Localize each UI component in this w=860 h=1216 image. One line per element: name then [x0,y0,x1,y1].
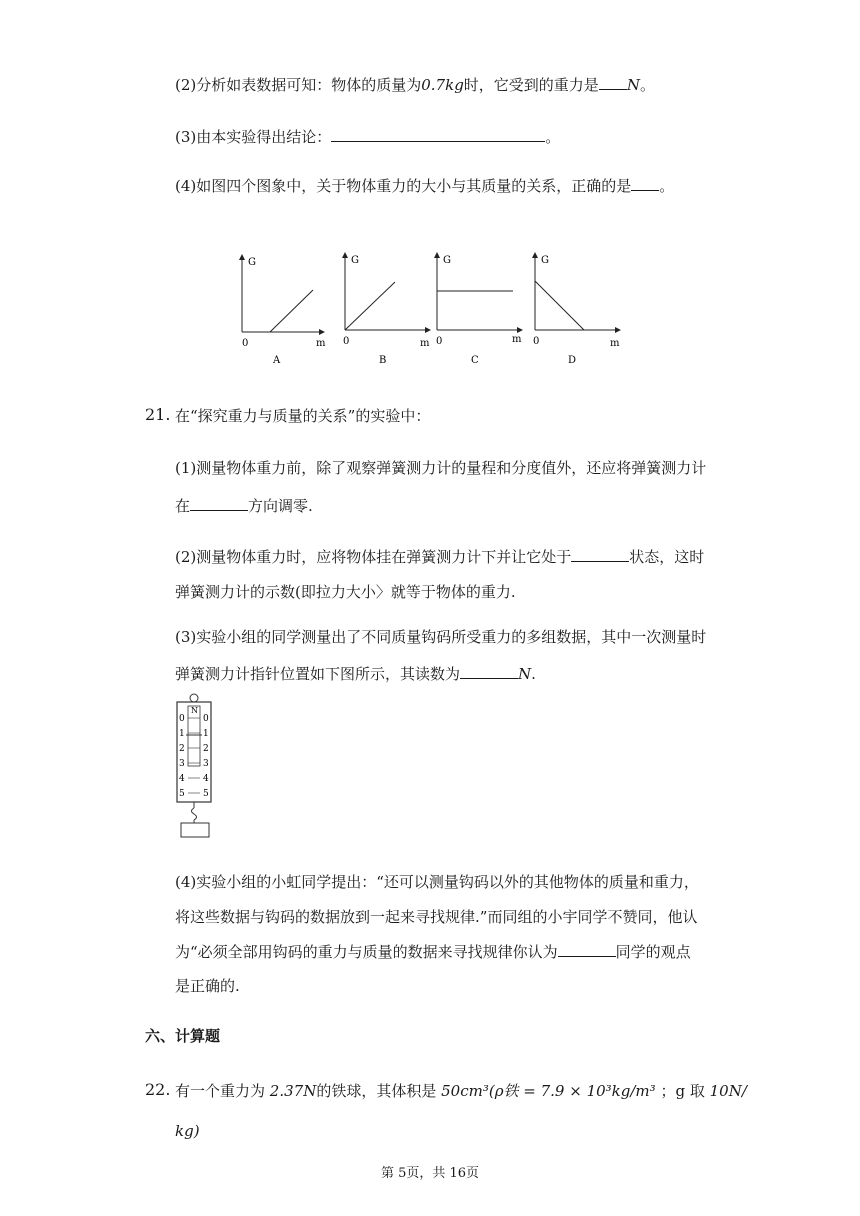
q20-part4-text: (4)如图四个图象中，关于物体重力的大小与其质量的关系，正确的是 [175,177,632,195]
section-heading: 六、计算题 [145,1027,221,1045]
answer-blank[interactable] [571,545,629,562]
q21-part3-line1: (3)实验小组的同学测量出了不同质量钩码所受重力的多组数据，其中一次测量时 [175,628,707,646]
q21-part4-line1: (4)实验小组的小虹同学提出：“还可以测量钩码以外的其他物体的质量和重力， [175,873,699,891]
graph-c-origin: 0 [436,336,443,347]
graph-d-origin: 0 [533,336,540,347]
graph-c [436,255,522,366]
graph-a-caption: A [273,355,281,366]
graph-d-caption: D [568,355,577,366]
answer-blank[interactable] [331,125,545,142]
scale-tick-right: 4 [203,774,209,784]
q20-part3 [175,125,560,148]
scale-tick-right: 0 [203,714,209,724]
answer-blank[interactable] [558,940,616,957]
q21-part1-line1: (1)测量物体重力前，除了观察弹簧测力计的量程和分度值外，还应将弹簧测力计 [175,459,707,477]
punct: 。 [639,76,655,94]
unit-label: N [518,665,532,683]
q21-part1-line2 [175,494,313,517]
q21-intro: 在“探究重力与质量的关系”的实验中： [175,407,431,425]
q20-part2-mid: 时，它受到的重力是 [463,76,599,94]
q21-part2-prefix: (2)测量物体重力时，应将物体挂在弹簧测力计下并让它处于 [175,548,572,566]
answer-blank[interactable] [460,662,518,679]
q21-part1-suffix: 方向调零. [248,497,313,515]
scale-tick-right: 3 [203,759,209,769]
graph-c-caption: C [471,355,479,366]
graph-a [242,257,326,366]
scale-tick-right: 2 [203,744,209,754]
q22-text-2: 的铁球，其体积是 [316,1082,437,1100]
q21-part3-prefix: 弹簧测力计指针位置如下图所示，其读数为 [175,665,461,683]
graph-a-x-label: m [316,338,326,349]
q21-part4-prefix: 为“必须全部用钩码的重力与质量的数据来寻找规律你认为 [175,943,558,961]
graph-d-line [535,281,584,330]
graph-c-x-label: m [512,334,522,345]
q21-part2-line1 [175,545,704,568]
q20-part2 [175,73,655,96]
graph-b-y-label: G [351,255,359,266]
q22-g-value: 10N/ [709,1082,747,1100]
scale-tick-left: 5 [179,789,185,799]
graph-b-x-label: m [420,338,430,349]
spring-scale-figure [170,690,220,840]
question-number: 22. [145,1080,171,1099]
scale-unit-label: N [191,706,198,715]
unit-label: N [626,76,640,94]
scale-tick-right: 5 [203,789,209,799]
q20-part2-text: (2)分析如表数据可知：物体的质量为 [175,76,422,94]
hook-weight [181,823,209,837]
graph-d [533,255,620,366]
scale-tick-left: 1 [179,729,185,739]
q22-line1 [175,1080,747,1102]
q22-weight-value: 2.37N [269,1082,317,1100]
q20-mass-value: 0.7kg [421,76,464,94]
q21-part1-prefix: 在 [175,497,191,515]
graph-d-y-label: G [541,255,549,266]
scale-ticks [179,714,209,799]
graph-b-caption: B [379,355,387,366]
q20-part3-text: (3)由本实验得出结论： [175,128,332,146]
q22-text-3: ；g 取 [660,1082,705,1100]
q21-part4-line4: 是正确的. [175,977,240,995]
q22-text-1: 有一个重力为 [175,1082,266,1100]
graph-d-x-label: m [610,338,620,349]
g-m-graphs-figure [230,245,630,370]
scale-tick-right: 1 [203,729,209,739]
q21-part3-line2 [175,662,536,685]
answer-blank[interactable] [631,174,659,191]
q21-part4-line2: 将这些数据与钩码的数据放到一起来寻找规律.”而同组的小宇同学不赞同，他认 [175,908,698,926]
scale-tick-left: 2 [179,744,185,754]
question-number: 21. [145,405,171,424]
scale-tick-left: 4 [179,774,185,784]
graph-b-line [345,282,395,330]
punct: 。 [545,128,561,146]
punct: 。 [659,177,675,195]
scale-tick-left: 0 [179,714,185,724]
answer-blank[interactable] [599,73,627,90]
q21-part4-suffix: 同学的观点 [615,943,691,961]
graph-b [343,255,430,366]
scale-tick-left: 3 [179,759,185,769]
q22-line2: kg) [175,1122,200,1140]
answer-blank[interactable] [190,494,248,511]
graph-a-origin: 0 [242,338,249,349]
punct: . [531,665,536,683]
graph-b-origin: 0 [343,336,350,347]
page-footer: 第 5页，共 16页 [380,1166,480,1181]
graph-a-line [270,290,313,332]
q22-volume-formula: 50cm³(ρ铁 = 7.9 × 10³kg/m³ [441,1082,656,1100]
graph-a-y-label: G [248,257,256,268]
q21-part2-suffix: 状态，这时 [629,548,705,566]
q20-part4 [175,174,674,197]
graph-c-y-label: G [443,255,451,266]
q21-part4-line3 [175,940,691,963]
q21-part2-line2: 弹簧测力计的示数(即拉力大小〉就等于物体的重力. [175,583,516,601]
